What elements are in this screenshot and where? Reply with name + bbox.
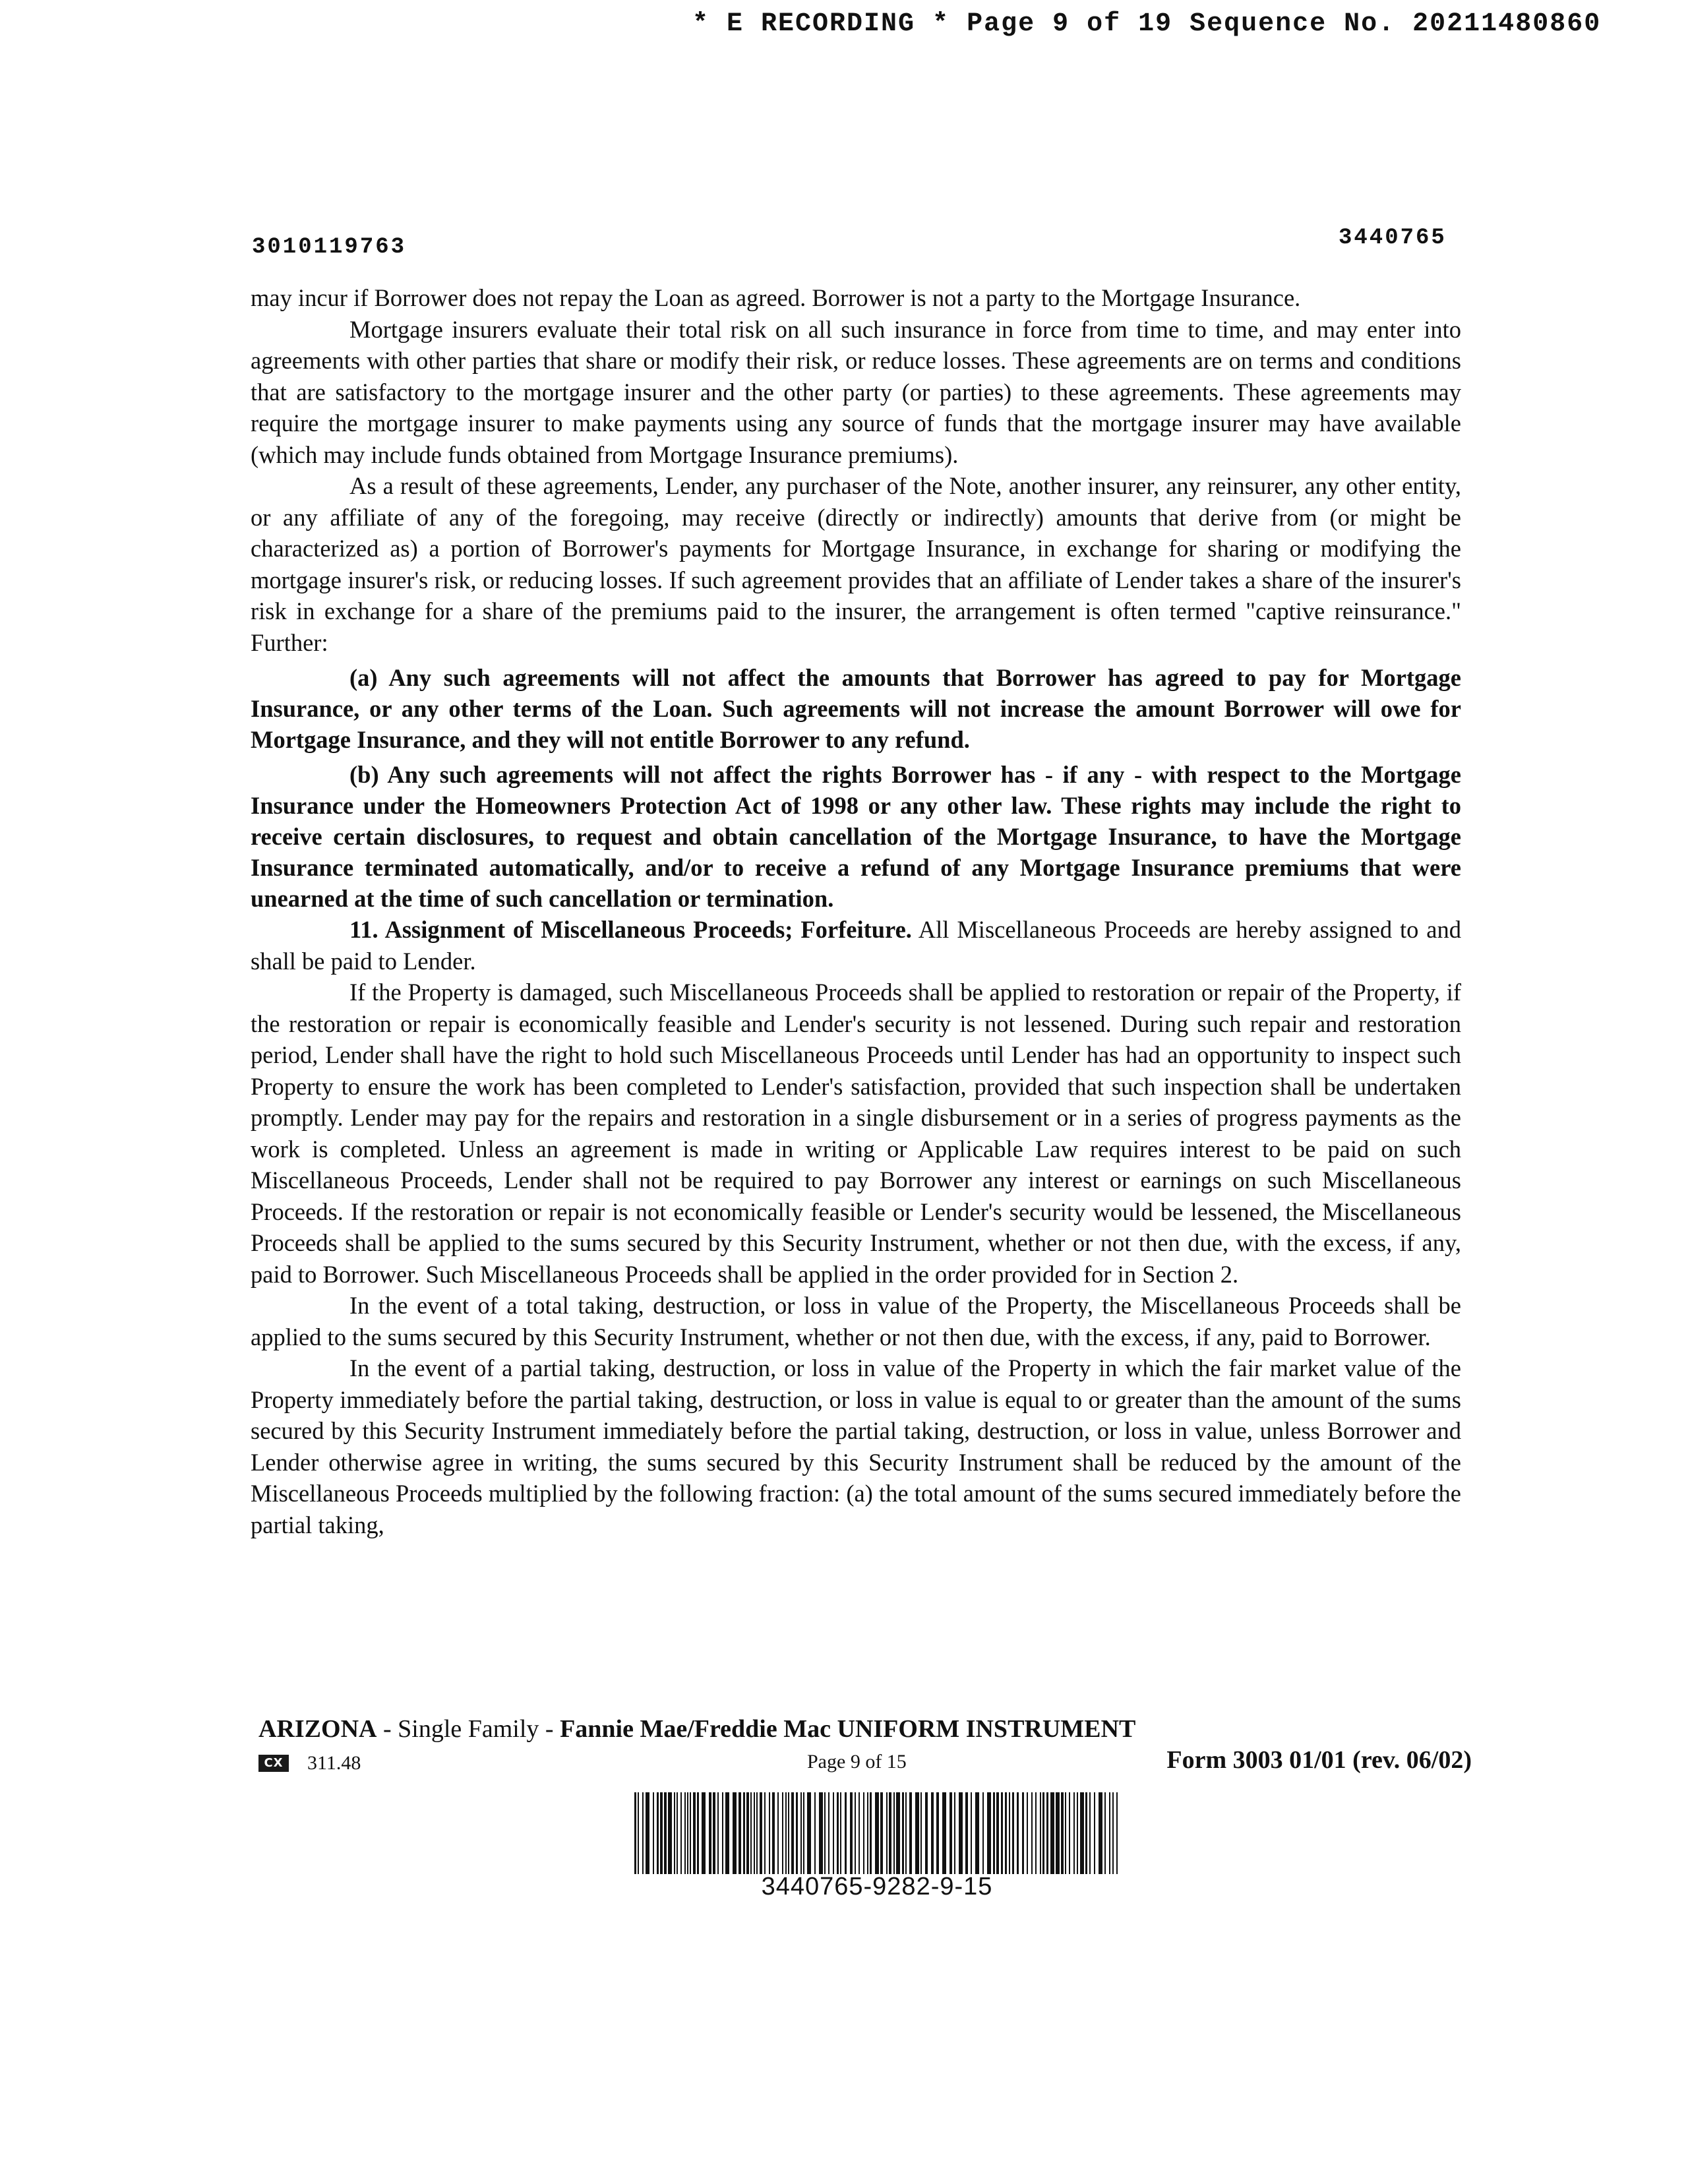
paragraph-mortgage-insurers: Mortgage insurers evaluate their total risk on all such insurance in force from time to time, and may enter into agreements with other parties that share or modify their risk, or reduce losses. These agreements are on terms and conditions that are satisfactory to the mortgage insurer and the other party (or parties) to these agreements. These agreements may require the mortgage insurer to make payments using any source of funds that the mortgage insurer may have available (which may include funds obtained from Mortgage Insurance premiums). xyxy=(251,315,1461,468)
barcode-icon xyxy=(634,1792,1120,1874)
section-11-text: All Miscellaneous Proceeds are hereby assigned to and shall be paid to Lender. xyxy=(251,916,1461,975)
section-11-paragraph xyxy=(251,914,1461,977)
paragraph-property-damaged: If the Property is damaged, such Miscellaneous Proceeds shall be applied to restoration or repair of the Property, if the restoration or repair is economically feasible and Lender's security is not lessened. During such repair and restoration period, Lender shall have the right to hold such Miscellaneous Proceeds until Lender has had an opportunity to inspect such Property to ensure the work has been completed to Lender's satisfaction, provided that such inspection shall be undertaken promptly. Lender may pay for the repairs and restoration in a single disbursement or in a series of progress payments as the work is completed. Unless an agreement is made in writing or Applicable Law requires interest to be paid on such Miscellaneous Proceeds, Lender shall not be required to pay Borrower any interest or earnings on such Miscellaneous Proceeds. If the restoration or repair is not economically feasible or Lender's security would be lessened, the Miscellaneous Proceeds shall be applied to the sums secured by this Security Instrument, whether or not then due, with the excess, if any, paid to Borrower. Such Miscellaneous Proceeds shall be applied in the order provided for in Section 2. xyxy=(251,979,1461,1288)
footer-separator: - Single Family - xyxy=(377,1715,560,1743)
footer-page-number: Page 9 of 15 xyxy=(807,1751,907,1773)
paragraph-clause-a: (a) Any such agreements will not affect the amounts that Borrower has agreed to pay for Mortgage Insurance, or any other terms of the Loan. Such agreements will not increase the amount Borrower will owe for Mortgage Insurance, and they will not entitle Borrower to any refund. xyxy=(251,664,1461,753)
barcode-number: 3440765-9282-9-15 xyxy=(761,1873,993,1900)
cx-logo-icon: CX xyxy=(258,1755,289,1772)
footer-instrument: Fannie Mae/Freddie Mac UNIFORM INSTRUMENT xyxy=(560,1715,1136,1743)
section-11-heading: 11. Assignment of Miscellaneous Proceeds; Forfeiture. xyxy=(349,916,912,943)
footer-form-number: Form 3003 01/01 (rev. 06/02) xyxy=(1166,1746,1472,1774)
footer-form-code: 311.48 xyxy=(307,1752,361,1774)
footer-state: ARIZONA xyxy=(258,1715,377,1743)
document-body xyxy=(251,282,1461,1540)
paragraph-clause-b: (b) Any such agreements will not affect the rights Borrower has - if any - with respect to the Mortgage Insurance under the Homeowners Protection Act of 1998 or any other law. These rights may include the right to receive certain disclosures, to request and obtain cancellation of the Mortgage Insurance, to have the Mortgage Insurance terminated automatically, and/or to receive a refund of any Mortgage Insurance premiums that were unearned at the time of such cancellation or termination. xyxy=(251,761,1461,912)
paragraph-total-taking: In the event of a total taking, destruction, or loss in value of the Property, the Miscellaneous Proceeds shall be applied to the sums secured by this Security Instrument, whether or not then due, with the excess, if any, paid to Borrower. xyxy=(251,1292,1461,1350)
paragraph-agreements-result: As a result of these agreements, Lender, any purchaser of the Note, another insurer, any reinsurer, any other entity, or any affiliate of any of the foregoing, may receive (directly or indirectly) amounts that derive from (or might be characterized as) a portion of Borrower's payments for Mortgage Insurance, in exchange for sharing or modifying the mortgage insurer's risk, or reducing losses. If such agreement provides that an affiliate of Lender takes a share of the insurer's risk in exchange for a share of the premiums paid to the insurer, the arrangement is often termed "captive reinsurance." Further: xyxy=(251,472,1461,656)
recording-header: * E RECORDING * Page 9 of 19 Sequence No. 20211480860 xyxy=(692,9,1602,39)
footer-form-title xyxy=(258,1714,1135,1744)
loan-number-right: 3440765 xyxy=(1339,226,1447,251)
footer-form-info xyxy=(258,1746,1472,1784)
loan-number-left: 3010119763 xyxy=(252,235,407,260)
paragraph-continuation: may incur if Borrower does not repay the Loan as agreed. Borrower is not a party to the Mortgage Insurance. xyxy=(251,284,1301,311)
paragraph-partial-taking: In the event of a partial taking, destruction, or loss in value of the Property in which the fair market value of the Property immediately before the partial taking, destruction, or loss in value is equal to or greater than the amount of the sums secured by this Security Instrument immediately before the partial taking, destruction, or loss in value, unless Borrower and Lender otherwise agree in writing, the sums secured by this Security Instrument shall be reduced by the amount of the Miscellaneous Proceeds multiplied by the following fraction: (a) the total amount of the sums secured immediately before the partial taking, xyxy=(251,1354,1461,1538)
